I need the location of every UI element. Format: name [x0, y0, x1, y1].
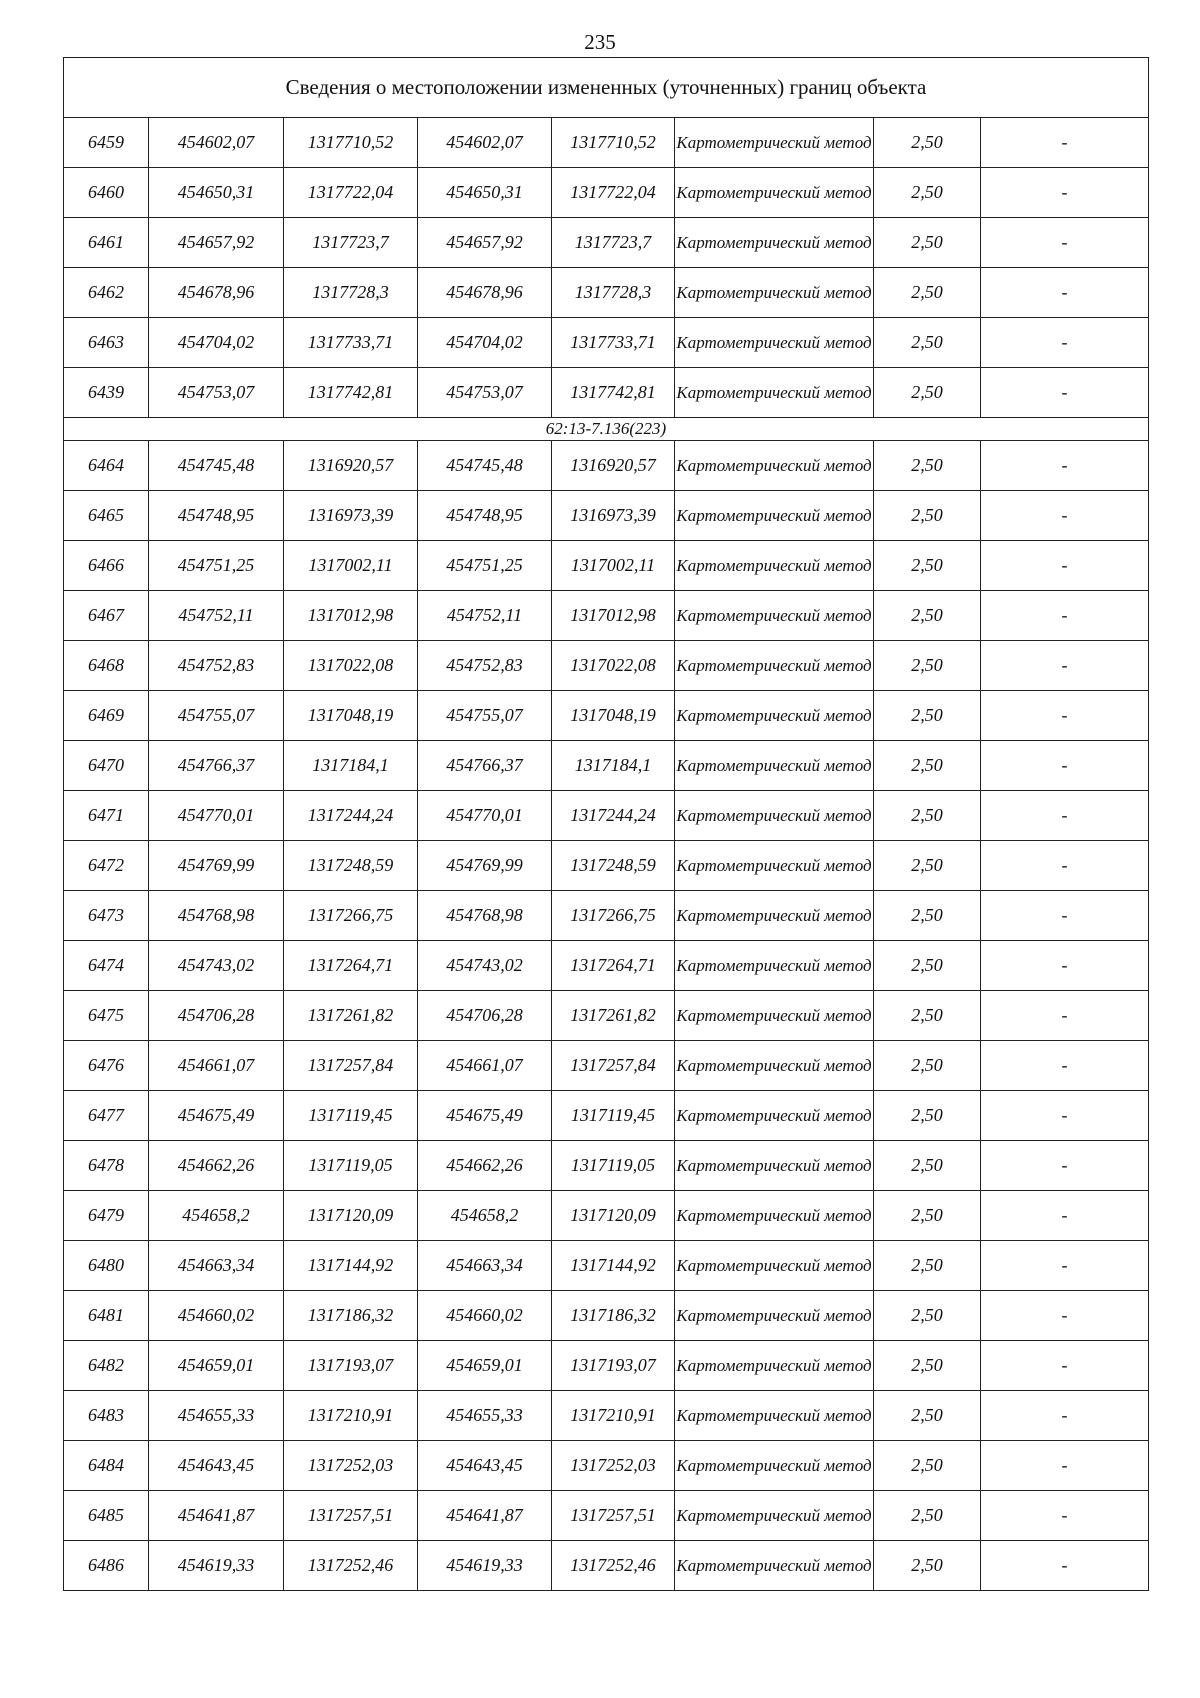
cell-point-number: 6459 [64, 118, 149, 168]
cell-old-y: 1317266,75 [284, 891, 418, 941]
cell-note: - [981, 841, 1149, 891]
cell-old-x: 454748,95 [149, 491, 284, 541]
cell-method: Картометрический метод [675, 1391, 874, 1441]
cell-accuracy: 2,50 [874, 118, 981, 168]
cell-new-x: 454662,26 [418, 1141, 552, 1191]
cell-point-number: 6471 [64, 791, 149, 841]
cell-new-y: 1317257,51 [552, 1491, 675, 1541]
table-row [64, 368, 1149, 418]
table-row [64, 1541, 1149, 1591]
cell-new-x: 454660,02 [418, 1291, 552, 1341]
cell-old-x: 454660,02 [149, 1291, 284, 1341]
cell-new-y: 1317120,09 [552, 1191, 675, 1241]
cell-old-x: 454661,07 [149, 1041, 284, 1091]
cell-old-y: 1317723,7 [284, 218, 418, 268]
cell-accuracy: 2,50 [874, 1441, 981, 1491]
cell-point-number: 6466 [64, 541, 149, 591]
cell-note: - [981, 318, 1149, 368]
cell-note: - [981, 1391, 1149, 1441]
cell-old-y: 1317742,81 [284, 368, 418, 418]
cell-new-x: 454769,99 [418, 841, 552, 891]
cell-old-x: 454657,92 [149, 218, 284, 268]
cell-accuracy: 2,50 [874, 368, 981, 418]
cell-note: - [981, 741, 1149, 791]
cell-note: - [981, 1241, 1149, 1291]
cell-new-x: 454768,98 [418, 891, 552, 941]
cell-new-y: 1316973,39 [552, 491, 675, 541]
cell-new-x: 454770,01 [418, 791, 552, 841]
cell-method: Картометрический метод [675, 441, 874, 491]
cell-new-x: 454748,95 [418, 491, 552, 541]
cell-new-y: 1317022,08 [552, 641, 675, 691]
cell-old-y: 1317722,04 [284, 168, 418, 218]
cell-new-y: 1317252,03 [552, 1441, 675, 1491]
table-row [64, 268, 1149, 318]
cell-new-y: 1317261,82 [552, 991, 675, 1041]
cell-point-number: 6464 [64, 441, 149, 491]
cell-old-y: 1317193,07 [284, 1341, 418, 1391]
cell-point-number: 6470 [64, 741, 149, 791]
table-row [64, 541, 1149, 591]
cell-old-x: 454766,37 [149, 741, 284, 791]
table-row [64, 118, 1149, 168]
cell-point-number: 6465 [64, 491, 149, 541]
cell-accuracy: 2,50 [874, 1491, 981, 1541]
cell-note: - [981, 1541, 1149, 1591]
cell-method: Картометрический метод [675, 591, 874, 641]
cell-accuracy: 2,50 [874, 741, 981, 791]
cell-new-y: 1316920,57 [552, 441, 675, 491]
cell-old-y: 1317012,98 [284, 591, 418, 641]
cell-method: Картометрический метод [675, 1541, 874, 1591]
cell-old-x: 454658,2 [149, 1191, 284, 1241]
cell-method: Картометрический метод [675, 691, 874, 741]
table-row [64, 1041, 1149, 1091]
cell-old-y: 1317184,1 [284, 741, 418, 791]
cell-new-y: 1317193,07 [552, 1341, 675, 1391]
cell-note: - [981, 1441, 1149, 1491]
cell-new-x: 454663,34 [418, 1241, 552, 1291]
cell-point-number: 6462 [64, 268, 149, 318]
table-row [64, 1241, 1149, 1291]
cell-note: - [981, 1291, 1149, 1341]
table-row [64, 591, 1149, 641]
cell-accuracy: 2,50 [874, 491, 981, 541]
cell-accuracy: 2,50 [874, 691, 981, 741]
cell-method: Картометрический метод [675, 118, 874, 168]
cell-note: - [981, 1091, 1149, 1141]
cell-old-y: 1317252,03 [284, 1441, 418, 1491]
cell-old-x: 454770,01 [149, 791, 284, 841]
cell-old-y: 1317120,09 [284, 1191, 418, 1241]
cell-old-x: 454704,02 [149, 318, 284, 368]
table-row [64, 791, 1149, 841]
cell-point-number: 6460 [64, 168, 149, 218]
cell-old-y: 1317119,45 [284, 1091, 418, 1141]
cell-point-number: 6475 [64, 991, 149, 1041]
table-row [64, 1191, 1149, 1241]
cell-method: Картометрический метод [675, 891, 874, 941]
cell-method: Картометрический метод [675, 1491, 874, 1541]
cell-accuracy: 2,50 [874, 891, 981, 941]
table-body [64, 58, 1149, 1591]
cell-new-y: 1317266,75 [552, 891, 675, 941]
cell-new-x: 454755,07 [418, 691, 552, 741]
cell-note: - [981, 791, 1149, 841]
table-row [64, 168, 1149, 218]
cell-new-y: 1317264,71 [552, 941, 675, 991]
cell-point-number: 6473 [64, 891, 149, 941]
cell-point-number: 6477 [64, 1091, 149, 1141]
cell-method: Картометрический метод [675, 1241, 874, 1291]
cell-old-y: 1317257,51 [284, 1491, 418, 1541]
cell-new-x: 454678,96 [418, 268, 552, 318]
cell-method: Картометрический метод [675, 1341, 874, 1391]
cell-new-x: 454753,07 [418, 368, 552, 418]
cell-new-y: 1317252,46 [552, 1541, 675, 1591]
table-row [64, 841, 1149, 891]
cell-new-y: 1317119,45 [552, 1091, 675, 1141]
cell-method: Картометрический метод [675, 1191, 874, 1241]
table-row [64, 218, 1149, 268]
cell-accuracy: 2,50 [874, 591, 981, 641]
cell-new-y: 1317722,04 [552, 168, 675, 218]
page-number: 235 [584, 30, 616, 54]
cell-new-x: 454743,02 [418, 941, 552, 991]
cell-note: - [981, 168, 1149, 218]
cell-method: Картометрический метод [675, 218, 874, 268]
cell-point-number: 6478 [64, 1141, 149, 1191]
cell-old-x: 454602,07 [149, 118, 284, 168]
cell-new-y: 1317248,59 [552, 841, 675, 891]
cell-point-number: 6469 [64, 691, 149, 741]
cell-new-x: 454619,33 [418, 1541, 552, 1591]
cell-accuracy: 2,50 [874, 1541, 981, 1591]
cell-new-x: 454641,87 [418, 1491, 552, 1541]
cell-new-x: 454675,49 [418, 1091, 552, 1141]
cell-accuracy: 2,50 [874, 1241, 981, 1291]
cell-old-y: 1317733,71 [284, 318, 418, 368]
cell-note: - [981, 541, 1149, 591]
table-row [64, 641, 1149, 691]
cell-point-number: 6486 [64, 1541, 149, 1591]
cell-note: - [981, 691, 1149, 741]
cell-old-x: 454678,96 [149, 268, 284, 318]
table-row [64, 491, 1149, 541]
cell-old-y: 1317261,82 [284, 991, 418, 1041]
cell-old-x: 454662,26 [149, 1141, 284, 1191]
cell-new-x: 454602,07 [418, 118, 552, 168]
cell-old-x: 454641,87 [149, 1491, 284, 1541]
cell-old-x: 454755,07 [149, 691, 284, 741]
cell-method: Картометрический метод [675, 791, 874, 841]
cell-old-y: 1317210,91 [284, 1391, 418, 1441]
cell-note: - [981, 1041, 1149, 1091]
cell-old-x: 454745,48 [149, 441, 284, 491]
cell-method: Картометрический метод [675, 991, 874, 1041]
cell-old-y: 1317002,11 [284, 541, 418, 591]
cell-point-number: 6482 [64, 1341, 149, 1391]
cell-method: Картометрический метод [675, 268, 874, 318]
table-row [64, 991, 1149, 1041]
cell-new-y: 1317210,91 [552, 1391, 675, 1441]
cell-note: - [981, 218, 1149, 268]
cell-old-y: 1317252,46 [284, 1541, 418, 1591]
table-row [64, 941, 1149, 991]
cell-old-x: 454655,33 [149, 1391, 284, 1441]
cell-new-x: 454751,25 [418, 541, 552, 591]
table-row [64, 1341, 1149, 1391]
cell-new-x: 454661,07 [418, 1041, 552, 1091]
cell-accuracy: 2,50 [874, 1341, 981, 1391]
table-title-row [64, 58, 1149, 118]
cell-accuracy: 2,50 [874, 1191, 981, 1241]
table-row [64, 1141, 1149, 1191]
cell-new-x: 454752,83 [418, 641, 552, 691]
cell-old-y: 1317728,3 [284, 268, 418, 318]
table-row [64, 691, 1149, 741]
section-row [64, 418, 1149, 441]
table-row [64, 1491, 1149, 1541]
table-row [64, 441, 1149, 491]
cell-method: Картометрический метод [675, 368, 874, 418]
cell-old-x: 454706,28 [149, 991, 284, 1041]
cell-method: Картометрический метод [675, 741, 874, 791]
cell-old-y: 1317264,71 [284, 941, 418, 991]
cell-new-y: 1317244,24 [552, 791, 675, 841]
cell-accuracy: 2,50 [874, 168, 981, 218]
cell-old-x: 454619,33 [149, 1541, 284, 1591]
cell-point-number: 6474 [64, 941, 149, 991]
cell-note: - [981, 891, 1149, 941]
table-row [64, 1441, 1149, 1491]
cell-point-number: 6476 [64, 1041, 149, 1091]
cell-new-x: 454655,33 [418, 1391, 552, 1441]
cell-old-x: 454659,01 [149, 1341, 284, 1391]
cell-old-y: 1317119,05 [284, 1141, 418, 1191]
cell-accuracy: 2,50 [874, 1041, 981, 1091]
cell-new-y: 1317048,19 [552, 691, 675, 741]
cell-accuracy: 2,50 [874, 218, 981, 268]
cell-accuracy: 2,50 [874, 841, 981, 891]
cell-accuracy: 2,50 [874, 1091, 981, 1141]
cell-new-x: 454658,2 [418, 1191, 552, 1241]
cell-note: - [981, 1191, 1149, 1241]
cell-old-x: 454663,34 [149, 1241, 284, 1291]
cell-accuracy: 2,50 [874, 1291, 981, 1341]
cell-new-x: 454766,37 [418, 741, 552, 791]
cell-accuracy: 2,50 [874, 541, 981, 591]
cell-new-y: 1317002,11 [552, 541, 675, 591]
cell-old-y: 1317048,19 [284, 691, 418, 741]
section-label: 62:13-7.136(223) [64, 418, 1149, 441]
cell-method: Картометрический метод [675, 168, 874, 218]
cell-old-x: 454768,98 [149, 891, 284, 941]
cell-point-number: 6439 [64, 368, 149, 418]
cell-new-y: 1317184,1 [552, 741, 675, 791]
cell-old-x: 454650,31 [149, 168, 284, 218]
cell-accuracy: 2,50 [874, 791, 981, 841]
cell-point-number: 6480 [64, 1241, 149, 1291]
table-title: Сведения о местоположении измененных (уточненных) границ объекта [64, 58, 1149, 118]
cell-new-x: 454659,01 [418, 1341, 552, 1391]
cell-note: - [981, 1491, 1149, 1541]
cell-note: - [981, 941, 1149, 991]
cell-note: - [981, 368, 1149, 418]
cell-note: - [981, 1341, 1149, 1391]
cell-old-x: 454751,25 [149, 541, 284, 591]
cell-old-y: 1317186,32 [284, 1291, 418, 1341]
table-row [64, 1291, 1149, 1341]
cell-old-y: 1316973,39 [284, 491, 418, 541]
cell-method: Картометрический метод [675, 841, 874, 891]
cell-accuracy: 2,50 [874, 441, 981, 491]
cell-new-y: 1317012,98 [552, 591, 675, 641]
table-row [64, 318, 1149, 368]
cell-old-y: 1317710,52 [284, 118, 418, 168]
cell-accuracy: 2,50 [874, 1391, 981, 1441]
cell-new-y: 1317733,71 [552, 318, 675, 368]
cell-accuracy: 2,50 [874, 641, 981, 691]
cell-new-y: 1317186,32 [552, 1291, 675, 1341]
cell-note: - [981, 268, 1149, 318]
cell-method: Картометрический метод [675, 941, 874, 991]
cell-note: - [981, 641, 1149, 691]
cell-old-x: 454752,83 [149, 641, 284, 691]
cell-accuracy: 2,50 [874, 941, 981, 991]
cell-note: - [981, 591, 1149, 641]
cell-method: Картометрический метод [675, 1141, 874, 1191]
cell-old-y: 1316920,57 [284, 441, 418, 491]
cell-point-number: 6483 [64, 1391, 149, 1441]
cell-new-y: 1317257,84 [552, 1041, 675, 1091]
cell-method: Картометрический метод [675, 1041, 874, 1091]
cell-note: - [981, 991, 1149, 1041]
cell-old-y: 1317144,92 [284, 1241, 418, 1291]
cell-old-x: 454769,99 [149, 841, 284, 891]
cell-method: Картометрический метод [675, 491, 874, 541]
cell-accuracy: 2,50 [874, 1141, 981, 1191]
cell-new-x: 454643,45 [418, 1441, 552, 1491]
cell-method: Картометрический метод [675, 318, 874, 368]
cell-point-number: 6481 [64, 1291, 149, 1341]
cell-new-x: 454650,31 [418, 168, 552, 218]
cell-old-x: 454753,07 [149, 368, 284, 418]
cell-old-y: 1317257,84 [284, 1041, 418, 1091]
cell-point-number: 6485 [64, 1491, 149, 1541]
cell-accuracy: 2,50 [874, 991, 981, 1041]
cell-new-y: 1317723,7 [552, 218, 675, 268]
table-row [64, 891, 1149, 941]
cell-method: Картометрический метод [675, 1091, 874, 1141]
cell-point-number: 6472 [64, 841, 149, 891]
cell-old-x: 454743,02 [149, 941, 284, 991]
table-row [64, 1091, 1149, 1141]
cell-old-y: 1317244,24 [284, 791, 418, 841]
cell-point-number: 6467 [64, 591, 149, 641]
table-row [64, 741, 1149, 791]
boundary-coordinates-table [63, 57, 1149, 1591]
cell-old-y: 1317248,59 [284, 841, 418, 891]
cell-point-number: 6479 [64, 1191, 149, 1241]
cell-method: Картометрический метод [675, 641, 874, 691]
cell-old-x: 454752,11 [149, 591, 284, 641]
cell-new-y: 1317710,52 [552, 118, 675, 168]
cell-accuracy: 2,50 [874, 318, 981, 368]
cell-new-x: 454657,92 [418, 218, 552, 268]
cell-point-number: 6484 [64, 1441, 149, 1491]
cell-new-x: 454752,11 [418, 591, 552, 641]
table-row [64, 1391, 1149, 1441]
cell-note: - [981, 491, 1149, 541]
cell-note: - [981, 441, 1149, 491]
cell-new-y: 1317728,3 [552, 268, 675, 318]
cell-new-x: 454706,28 [418, 991, 552, 1041]
cell-new-x: 454704,02 [418, 318, 552, 368]
cell-point-number: 6461 [64, 218, 149, 268]
cell-note: - [981, 118, 1149, 168]
cell-note: - [981, 1141, 1149, 1191]
cell-method: Картометрический метод [675, 1441, 874, 1491]
cell-new-y: 1317742,81 [552, 368, 675, 418]
cell-point-number: 6468 [64, 641, 149, 691]
cell-old-x: 454643,45 [149, 1441, 284, 1491]
cell-method: Картометрический метод [675, 1291, 874, 1341]
cell-method: Картометрический метод [675, 541, 874, 591]
cell-new-x: 454745,48 [418, 441, 552, 491]
cell-accuracy: 2,50 [874, 268, 981, 318]
cell-new-y: 1317119,05 [552, 1141, 675, 1191]
cell-old-y: 1317022,08 [284, 641, 418, 691]
cell-point-number: 6463 [64, 318, 149, 368]
cell-new-y: 1317144,92 [552, 1241, 675, 1291]
cell-old-x: 454675,49 [149, 1091, 284, 1141]
